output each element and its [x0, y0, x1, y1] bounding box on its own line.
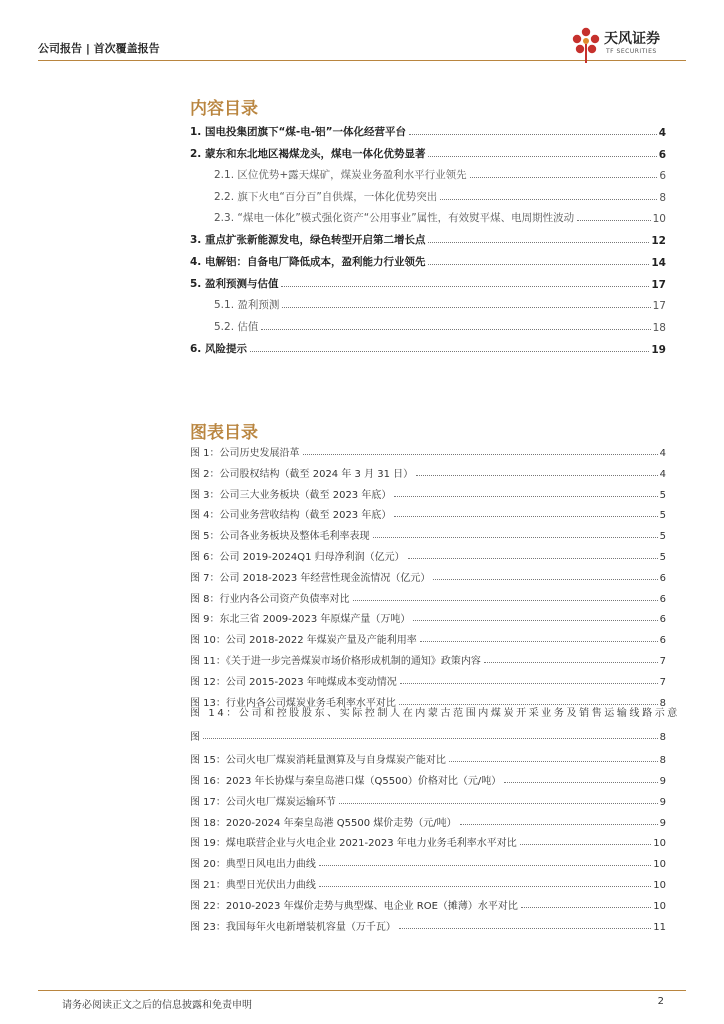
dot-leader [428, 155, 656, 157]
entry-label: 图 12：公司 2015-2023 年吨煤成本变动情况 [190, 676, 397, 688]
entry-page-number: 7 [659, 656, 666, 667]
entry-page-number: 8 [659, 732, 666, 744]
entry-label: 图 17：公司火电厂煤炭运输环节 [190, 796, 336, 808]
entry-page-number: 10 [653, 838, 666, 850]
figure-entry[interactable] [190, 465, 666, 480]
dot-leader [339, 802, 658, 804]
entry-label: 图 7：公司 2018-2023 年经营性现金流情况（亿元） [190, 572, 431, 584]
entry-label: 图 9：东北三省 2009-2023 年原煤产量（万吨） [190, 614, 411, 626]
entry-page-number: 12 [651, 235, 666, 247]
entry-label: 图 19：煤电联营企业与火电企业 2021-2023 年电力业务毛利率水平对比 [190, 838, 517, 850]
footer-divider [38, 990, 686, 991]
dot-leader [399, 927, 651, 929]
entry-page-number: 14 [651, 257, 666, 269]
entry-page-number: 8 [659, 192, 666, 204]
entry-page-number: 5 [659, 510, 666, 522]
figure-entry[interactable] [190, 814, 666, 829]
toc-title: 内容目录 [190, 99, 258, 119]
entry-label-wrapped[interactable]: 图 14：公司和控股股东、实际控制人在内蒙古范围内煤炭开采业务及销售运输线路示意 [190, 708, 680, 720]
entry-page-number: 9 [659, 817, 666, 829]
entry-label: 图 22：2010-2023 年煤价走势与典型煤、电企业 ROE（摊薄）水平对比 [190, 900, 518, 912]
dot-leader [521, 906, 651, 908]
entry-label: 图 5：公司各业务板块及整体毛利率表现 [190, 531, 370, 543]
dot-leader [373, 536, 658, 538]
entry-page-number: 6 [658, 149, 666, 161]
entry-label: 3. 重点扩张新能源发电，绿色转型开启第二增长点 [190, 234, 426, 246]
entry-label: 图 23：我国每年火电新增装机容量（万千瓦） [190, 921, 396, 933]
entry-page-number: 8 [659, 697, 666, 709]
dot-leader [413, 619, 657, 621]
entry-label: 图 1：公司历史发展沿革 [190, 448, 300, 459]
dot-leader [409, 133, 657, 135]
dot-leader [484, 661, 658, 663]
entry-page-number: 5 [659, 531, 666, 543]
dot-leader [319, 864, 651, 866]
dot-leader [400, 682, 658, 684]
dot-leader [440, 198, 657, 200]
figure-entry[interactable] [190, 876, 666, 891]
entry-label: 图 6：公司 2019-2024Q1 归母净利润（亿元） [190, 552, 405, 563]
dot-leader [303, 453, 658, 455]
entry-page-number: 9 [659, 776, 666, 787]
figure-entry[interactable] [190, 793, 666, 808]
dot-leader [504, 781, 657, 783]
toc-entry[interactable] [190, 189, 666, 204]
entry-label: 图 3：公司三大业务板块（截至 2023 年底） [190, 489, 392, 501]
entry-page-number: 6 [659, 593, 666, 605]
entry-page-number: 7 [659, 676, 666, 688]
entry-page-number: 17 [651, 279, 666, 291]
figure-entry[interactable] [190, 855, 666, 870]
entry-page-number: 4 [658, 127, 666, 139]
dot-leader [433, 578, 657, 580]
entry-page-number: 5 [659, 489, 666, 501]
dot-leader [394, 515, 657, 517]
entry-label: 图 13：行业内各公司煤炭业务毛利率水平对比 [190, 697, 396, 709]
toc-entry[interactable] [190, 210, 666, 225]
entry-page-number: 19 [651, 344, 666, 356]
entry-page-number: 9 [659, 796, 666, 808]
entry-label: 图 21：典型日光伏出力曲线 [190, 880, 316, 891]
company-logo [570, 26, 710, 66]
entry-page-number: 6 [659, 635, 666, 647]
dot-leader [408, 557, 658, 559]
dot-leader [203, 737, 658, 739]
figure-entry[interactable] [190, 652, 666, 667]
entry-page-number: 4 [659, 448, 666, 459]
report-type-header: 公司报告 | 首次覆盖报告 [38, 42, 160, 55]
figure-entry[interactable] [190, 918, 666, 933]
dot-leader [520, 843, 651, 845]
figure-entry[interactable] [190, 569, 666, 584]
entry-page-number: 10 [653, 859, 666, 871]
dot-leader [394, 495, 657, 497]
dot-leader [428, 241, 649, 243]
figure-entry[interactable] [190, 751, 666, 766]
entry-label: 图 11：《关于进一步完善煤炭市场价格形成机制的通知》政策内容 [190, 656, 481, 667]
logo-name: 天风证券 [604, 31, 660, 47]
entry-page-number: 4 [659, 468, 666, 480]
entry-page-number: 6 [659, 572, 666, 584]
dot-leader [420, 640, 658, 642]
figure-index-title: 图表目录 [190, 423, 258, 443]
dot-leader [261, 328, 650, 330]
dot-leader [353, 599, 658, 601]
toc-entry[interactable] [190, 167, 666, 182]
entry-page-number: 5 [659, 552, 666, 563]
entry-page-number: 10 [653, 880, 666, 891]
dot-leader [449, 760, 658, 762]
entry-label: 2. 蒙东和东北地区褐煤龙头，煤电一体化优势显著 [190, 148, 426, 160]
figure-entry[interactable] [190, 610, 666, 625]
entry-label: 图 10：公司 2018-2022 年煤炭产量及产能利用率 [190, 635, 417, 647]
figure-entry[interactable] [190, 673, 666, 688]
entry-label: 图 [190, 732, 200, 744]
entry-label: 图 2：公司股权结构（截至 2024 年 3 月 31 日） [190, 468, 414, 480]
entry-label: 1. 国电投集团旗下“煤-电-铝”一体化经营平台 [190, 126, 406, 138]
figure-entry[interactable] [190, 486, 666, 501]
dot-leader [281, 285, 649, 287]
entry-label: 2.1. 区位优势+露天煤矿，煤炭业务盈利水平行业领先 [214, 169, 467, 181]
figure-entry[interactable] [190, 444, 666, 459]
dot-leader [470, 176, 658, 178]
toc-entry[interactable] [190, 319, 666, 334]
figure-entry[interactable] [190, 834, 666, 849]
entry-page-number: 6 [659, 170, 666, 182]
entry-label: 图 18：2020-2024 年秦皇岛港 Q5500 煤价走势（元/吨） [190, 817, 457, 829]
figure-entry[interactable] [190, 506, 666, 521]
entry-page-number: 18 [652, 322, 666, 334]
entry-page-number: 6 [659, 614, 666, 626]
figure-entry[interactable] [190, 548, 666, 563]
entry-label: 2.3. “煤电一体化”模式强化资产“公用事业”属性，有效熨平煤、电周期性波动 [214, 212, 575, 224]
toc-entry[interactable] [190, 341, 666, 356]
entry-page-number: 10 [652, 213, 666, 225]
logo-subtitle: TF SECURITIES [606, 48, 657, 55]
toc-entry[interactable] [190, 124, 666, 139]
flower-logo-icon [570, 26, 602, 64]
toc-entry[interactable] [190, 276, 666, 291]
dot-leader [416, 474, 657, 476]
figure-entry[interactable] [190, 897, 666, 912]
figure-entry[interactable] [190, 631, 666, 646]
entry-label: 图 20：典型日风电出力曲线 [190, 859, 316, 871]
dot-leader [428, 263, 649, 265]
toc-entry[interactable] [190, 254, 666, 269]
entry-label: 图 8：行业内各公司资产负债率对比 [190, 593, 350, 605]
dot-leader [282, 306, 650, 308]
dot-leader [250, 350, 649, 352]
toc-entry[interactable] [190, 297, 666, 312]
entry-label: 2.2. 旗下火电“百分百”自供煤，一体化优势突出 [214, 191, 438, 203]
figure-entry[interactable] [190, 590, 666, 605]
entry-page-number: 17 [652, 300, 666, 312]
toc-entry[interactable] [190, 232, 666, 247]
entry-page-number: 8 [659, 755, 666, 767]
entry-label: 6. 风险提示 [190, 343, 247, 355]
disclaimer-text: 请务必阅读正文之后的信息披露和免责申明 [62, 1000, 252, 1011]
dot-leader [319, 885, 651, 887]
entry-label: 图 4：公司业务营收结构（截至 2023 年底） [190, 510, 392, 522]
dot-leader [460, 823, 658, 825]
entry-page-number: 10 [653, 900, 666, 912]
entry-label: 4. 电解铝：自备电厂降低成本，盈利能力行业领先 [190, 256, 426, 268]
entry-label: 5.2. 估值 [214, 321, 259, 333]
entry-page-number: 11 [653, 921, 666, 933]
figure-entry[interactable] [190, 527, 666, 542]
entry-label: 5.1. 盈利预测 [214, 299, 280, 311]
toc-entry[interactable] [190, 146, 666, 161]
figure-entry[interactable] [190, 728, 666, 743]
entry-label: 图 15：公司火电厂煤炭消耗量测算及与自身煤炭产能对比 [190, 755, 446, 767]
entry-label: 5. 盈利预测与估值 [190, 278, 279, 290]
dot-leader [577, 219, 650, 221]
page-number: 2 [657, 996, 664, 1007]
figure-entry[interactable] [190, 772, 666, 787]
entry-label: 图 16：2023 年长协煤与秦皇岛港口煤（Q5500）价格对比（元/吨） [190, 776, 502, 787]
